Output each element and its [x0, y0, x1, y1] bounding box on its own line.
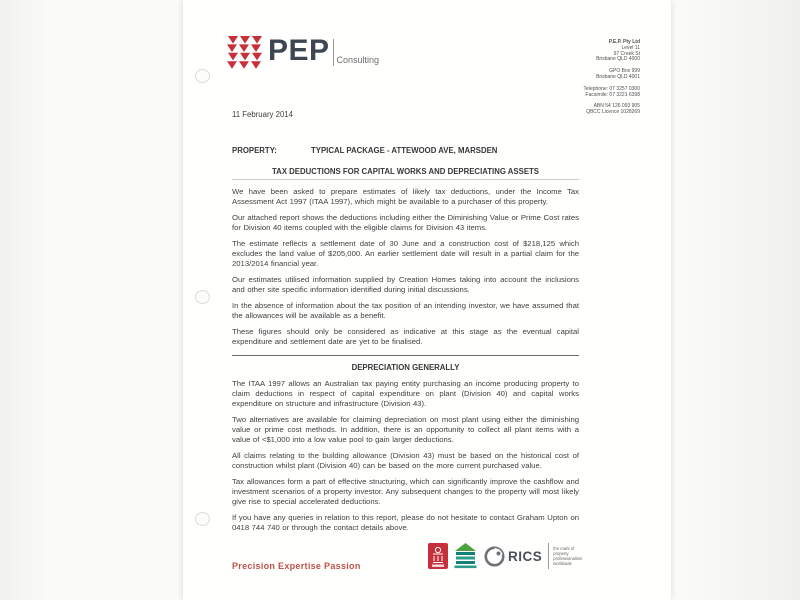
abn-line: ABN 54 126 093 905 — [593, 103, 640, 110]
letter-body — [232, 110, 579, 539]
section-heading-tax-deductions: TAX DEDUCTIONS FOR CAPITAL WORKS AND DEPRECIATING ASSETS — [272, 167, 539, 176]
property-label: PROPERTY: — [232, 146, 277, 155]
rics-tagline — [553, 546, 582, 566]
paragraph: Our estimates utilised information supplied by Creation Homes taking into account the inclusions and other site specific information identified during initial discussions. — [232, 275, 579, 294]
paragraph: The estimate reflects a settlement date of 30 June and a construction cost of $218,125 which excludes the land value of $205,000. An earlier settlement date will result in a partial claim for the 2013/2014 financial year. — [232, 239, 579, 268]
aiqs-logo-icon — [428, 543, 448, 569]
paragraph: All claims relating to the building allowance (Division 43) must be based on the historical cost of construction whilst plant (Division 40) can be based on the more current purchased value. — [232, 451, 579, 470]
section-heading-depreciation: DEPRECIATION GENERALLY — [351, 363, 460, 372]
section-divider-rule — [232, 355, 579, 356]
letter-date: 11 February 2014 — [232, 110, 293, 119]
property-value: TYPICAL PACKAGE - ATTEWOOD AVE, MARSDEN — [311, 146, 498, 155]
registration-group — [584, 104, 640, 116]
master-builders-logo-icon — [454, 543, 477, 569]
address-line: Brisbane QLD 4001 — [596, 73, 640, 80]
address-line: Brisbane QLD 4000 — [596, 56, 640, 63]
paragraph: In the absence of information about the tax position of an intending investor, we have assumed that the allowances will be available as a benefit. — [232, 301, 579, 320]
hole-punch-top — [195, 69, 210, 83]
rics-tagline-line: professionalism — [553, 556, 583, 561]
rics-tagline-line: property — [553, 551, 569, 556]
paragraph: If you have any queries in relation to this report, please do not hesitate to contact Graham Upton on 0418 744 740 or through the contact details above. — [232, 513, 579, 532]
phone-line: Telephone: 07 3257 0300 — [583, 85, 640, 92]
paragraph: Our attached report shows the deductions including either the Diminishing Value or Prime Cost rates for Division 40 items coupled with the eligible claims for Division 43 items. — [232, 213, 579, 232]
rics-logo — [483, 543, 582, 569]
paragraph: Tax allowances form a part of effective structuring, which can significantly improve the cashflow and investment scenarios of a property investor. Any subsequent changes to the property will most likely give rise to special accelerated deductions. — [232, 477, 579, 506]
rics-separator — [548, 543, 549, 569]
licence-line: QBCC Licence 1028269 — [586, 109, 640, 116]
footer-logos — [428, 543, 582, 569]
address-line: P.E.P. Pty Ltd — [608, 39, 640, 45]
pep-logo-subtext: Consulting — [336, 55, 380, 65]
paragraph: These figures should only be considered as indicative at this stage as the eventual capital expenditure and settlement date are yet to be finalised. — [232, 327, 579, 346]
fax-line: Facsimile: 07 3221 6398 — [585, 91, 640, 98]
pep-logo — [227, 36, 379, 69]
contact-group — [584, 87, 640, 99]
logo-divider — [333, 39, 334, 66]
paragraph: The ITAA 1997 allows an Australian tax paying entity purchasing an income producing property to claim deductions in respect of capital expenditure on plant (Division 40) and capital works expenditure on structure and infrastructure (Division 43). — [232, 379, 579, 408]
address-line: GPO Box 999 — [609, 68, 640, 75]
hole-punch-bottom — [195, 512, 210, 526]
address-line: 97 Creek St — [613, 50, 640, 57]
property-row — [232, 146, 579, 155]
hole-punch-middle — [195, 290, 210, 304]
rics-tagline-line: worldwide — [553, 561, 572, 566]
paragraph: Two alternatives are available for claiming depreciation on most plant using either the diminishing value or prime cost methods. In addition, there is an opportunity to collect all plant items with a value of <$1,000 into a low value pool to gain larger deductions. — [232, 415, 579, 444]
heading-rule — [232, 179, 579, 180]
rics-lion-icon — [483, 545, 506, 568]
paragraph: We have been asked to prepare estimates of likely tax deductions, under the Income Tax Assessment Act 1997 (ITAA 1997), which might be available to a purchaser of this property. — [232, 187, 579, 206]
pep-triangles-icon — [227, 36, 264, 69]
pep-logo-text: PEP — [268, 34, 330, 67]
company-address-group — [584, 40, 640, 63]
rics-logo-text: RICS — [508, 548, 543, 564]
letterhead-address-block — [584, 40, 640, 122]
rics-tagline-line: the mark of — [553, 546, 575, 551]
footer-tagline: Precision Expertise Passion — [232, 561, 361, 571]
address-line: Level 11 — [621, 44, 640, 51]
letter-page — [183, 0, 671, 600]
postal-address-group — [584, 69, 640, 81]
